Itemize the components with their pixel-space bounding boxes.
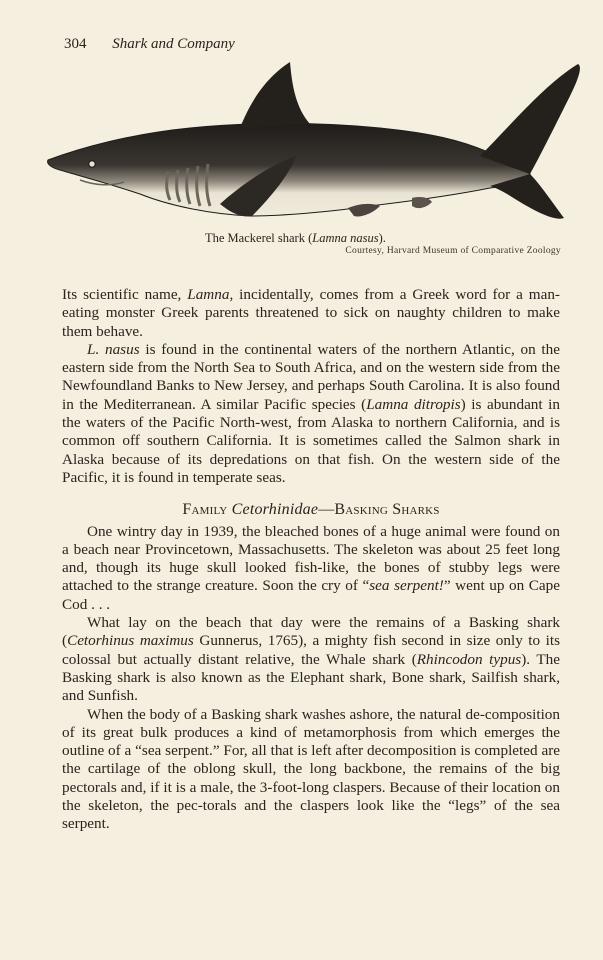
shark-eye: [89, 161, 95, 167]
paragraph-4: What lay on the beach that day were the remains of a Basking shark (Cetorhinus maximus Gunnerus, 1765), a mighty fish second in size only to its colossal but actually distant relative, the Whale shark (Rhincodon typus). The Basking shark is also known as the Elephant shark, Bone shark, Sailfish shark, and Sunfish.: [62, 614, 560, 705]
paragraph-3: One wintry day in 1939, the bleached bones of a huge animal were found on a beach near Provincetown, Massachusetts. The skeleton was about 25 feet long and, though its huge skull looked fish-like, the bones of stubby legs were attached to the strange creature. Soon the cry of “sea serpent!” went up on Cape Cod . . .: [62, 522, 561, 613]
paragraph-5: When the body of a Basking shark washes ashore, the natural de-composition of its great bulk produces a kind of metamorphosis from which emerges the outline of a “sea serpent.” For, all that is left after decomposition is completed are the cartilage of the oblong skull, the long backbone, the remains of the big pectorals and, if it is a male, the 3-foot-long claspers. Because of their location on the skeleton, the pec-torals and the claspers look like the “legs” of the sea serpent.: [62, 705, 560, 833]
shark-dorsal-fin: [240, 62, 310, 128]
running-header: [64, 36, 235, 53]
shark-tail-upper-lobe: [480, 64, 580, 174]
figure-credit: Courtesy, Harvard Museum of Comparative Zoology: [345, 246, 561, 256]
paragraph-1: Its scientific name, Lamna, incidentally, comes from a Greek word for a man-eating monster Greek parents threatened to sick on naughty children to make them behave.: [62, 286, 560, 340]
figure-caption: The Mackerel shark (Lamna nasus).: [205, 231, 386, 245]
running-title: Shark and Company: [112, 36, 235, 52]
section-heading: Family Cetorhinidae—Basking Sharks: [182, 501, 440, 519]
mackerel-shark-illustration: [40, 56, 600, 236]
page-number: 304: [64, 36, 87, 52]
body-text: [62, 286, 560, 834]
paragraph-2: L. nasus is found in the continental waters of the northern Atlantic, on the eastern side from the North Sea to South Africa, and on the western side from the Newfoundland Banks to New Jersey, and perhaps South Carolina. It is also found in the Mediterranean. A similar Pacific species (Lamna ditropis) is abundant in the waters of the Pacific North-west, from Alaska to northern California, and is common off southern California. It is sometimes called the Salmon shark in Alaska because of its depredations on that fish. On the western side of the Pacific, it is found in temperate seas.: [62, 340, 560, 486]
